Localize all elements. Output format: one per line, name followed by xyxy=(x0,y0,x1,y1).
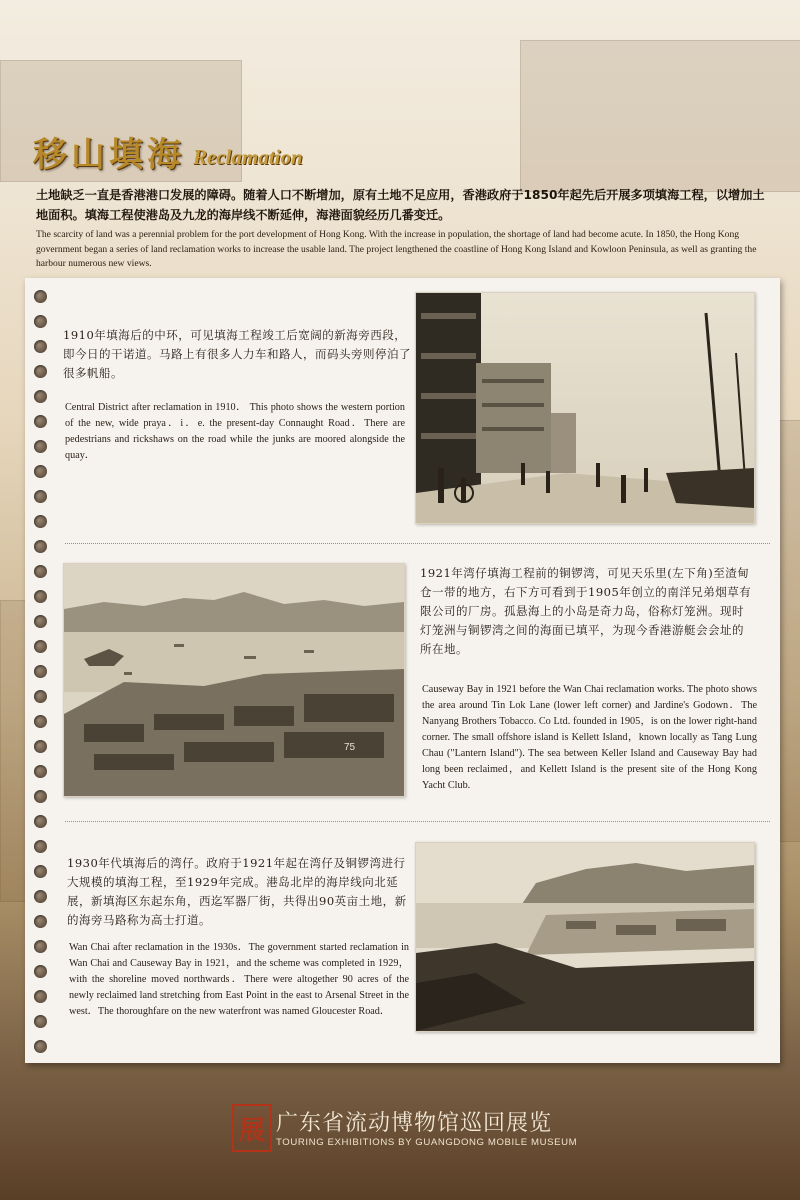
caption-english: Central District after reclamation in 1910． This photo shows the western portion of the new, wide praya．i．e. the present-day Connaught Road．There are pedestrians and rickshaws on the road while the junks are moored alongside the quay． xyxy=(65,402,405,461)
footer-title-chinese: 广东省流动博物馆巡回展览 xyxy=(276,1111,553,1136)
binder-hole xyxy=(34,390,47,403)
logo-char: 展 xyxy=(238,1115,265,1146)
binder-hole xyxy=(34,690,47,703)
binder-hole xyxy=(34,515,47,528)
central-1910-photo xyxy=(415,292,755,524)
binder-hole xyxy=(34,365,47,378)
title-chinese: 移山填海 xyxy=(33,135,185,175)
binder-hole xyxy=(34,565,47,578)
binder-hole xyxy=(34,1015,47,1028)
binder-hole xyxy=(34,465,47,478)
binder-hole xyxy=(34,540,47,553)
museum-logo xyxy=(232,1104,272,1152)
binder-hole xyxy=(34,665,47,678)
binder-hole xyxy=(34,915,47,928)
binder-hole xyxy=(34,615,47,628)
binder-hole xyxy=(34,290,47,303)
binder-hole xyxy=(34,440,47,453)
binder-hole xyxy=(34,740,47,753)
photo-number-label: 75 xyxy=(344,742,356,753)
binder-hole xyxy=(34,890,47,903)
intro-english: The scarcity of land was a perennial problem for the port development of Hong Kong. With the increase in population, the shortage of land had become acute. In 1850, the Hong Kong government began a series of land reclamation works to increase the usable land. The project lengthened the coastline of Hong Kong Island and Kowloon Peninsula, as well as granting the harbour numerous new views. xyxy=(36,229,757,269)
binder-hole xyxy=(34,990,47,1003)
binder-hole xyxy=(34,940,47,953)
section-divider xyxy=(65,543,770,544)
binder-hole xyxy=(34,865,47,878)
binder-hole xyxy=(34,765,47,778)
binder-hole xyxy=(34,1040,47,1053)
caption-chinese: 1930年代填海后的湾仔。政府于1921年起在湾仔及铜锣湾进行大规模的填海工程，至1929年完成。港岛北岸的海岸线向北延展，新填海区东起东角，西迄军器厂街，共得出90英亩土地，新的海旁马路称为高士打道。 xyxy=(67,856,407,927)
caption-chinese: 1910年填海后的中环，可见填海工程竣工后宽阔的新海旁西段，即今日的干诺道。马路上有很多人力车和路人，而码头旁则停泊了很多帆船。 xyxy=(63,328,411,380)
binder-hole xyxy=(34,965,47,978)
caption-chinese: 1921年湾仔填海工程前的铜锣湾，可见天乐里(左下角)至渣甸仓一带的地方，右下方可看到于1905年创立的南洋兄弟烟草有限公司的厂房。孤悬海上的小岛是奇力岛，俗称灯笼洲。现时灯笼洲与铜锣湾之间的海面已填平，为现今香港游艇会会址的所在地。 xyxy=(420,566,752,656)
causeway-bay-1921-photo xyxy=(63,563,405,797)
caption-english: Causeway Bay in 1921 before the Wan Chai reclamation works. The photo shows the area around Tin Lok Lane (lower left corner) and Jardine's Godown．The Nanyang Brothers Tobacco. Co Ltd. founded in 1905，is on the lower right-hand corner. The small offshore island is Kellett Island，known locally as Tang Lung Chau ("Lantern Island"). The sea between Keller Island and Causeway Bay had long been reclaimed，and Kellett Island is the present site of the Hong Kong Yacht Club. xyxy=(422,684,757,791)
page-title xyxy=(33,132,303,176)
title-english: Reclamation xyxy=(193,145,303,169)
binder-hole xyxy=(34,315,47,328)
binder-hole xyxy=(34,415,47,428)
binder-hole xyxy=(34,590,47,603)
binder-hole xyxy=(34,790,47,803)
wan-chai-1930s-photo xyxy=(415,842,755,1032)
binder-hole xyxy=(34,715,47,728)
caption-english: Wan Chai after reclamation in the 1930s．The government started reclamation in Wan Chai and Causeway Bay in 1921，and the scheme was completed in 1929，with the shoreline moved northwards．There were altogether 90 acres of the newly reclaimed land stretching from East Point in the east to Arsenal Street in the west．The thoroughfare on the new waterfront was named Gloucester Road． xyxy=(69,942,409,1017)
binder-hole xyxy=(34,840,47,853)
background-photo-collage xyxy=(520,40,800,192)
binder-hole xyxy=(34,490,47,503)
footer-title-english: TOURING EXHIBITIONS BY GUANGDONG MOBILE MUSEUM xyxy=(276,1137,578,1148)
section-divider xyxy=(65,821,770,822)
binder-hole xyxy=(34,815,47,828)
binder-hole xyxy=(34,340,47,353)
intro-chinese: 土地缺乏一直是香港港口发展的障碍。随着人口不断增加，原有土地不足应用，香港政府于1850年起先后开展多项填海工程，以增加土地面积。填海工程使港岛及九龙的海岸线不断延伸，海港面貌经历几番变迁。 xyxy=(36,188,765,222)
binder-hole xyxy=(34,640,47,653)
notebook-paper xyxy=(25,278,780,1063)
